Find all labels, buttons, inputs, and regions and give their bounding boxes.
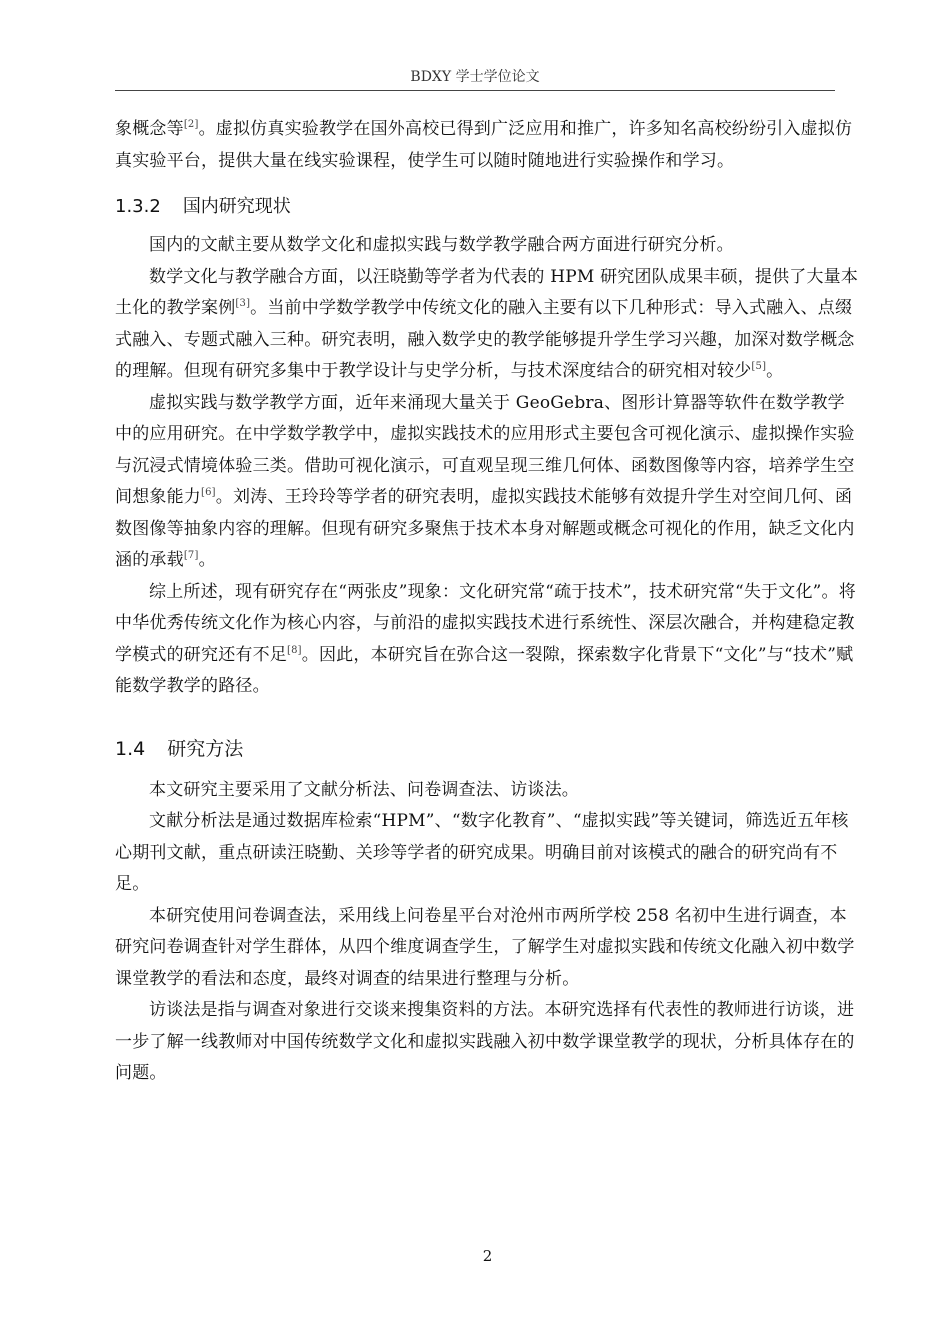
section-heading-1-4 (115, 733, 860, 765)
citation-ref: [6] (201, 487, 216, 498)
paragraph-text: 。 (766, 361, 784, 381)
paragraph-text: 访谈法是指与调查对象进行交谈来搜集资料的方法。本研究选择有代表性的教师进行访谈，进一步了解一线教师对中国传统数学文化和虚拟实践融入初中数学课堂教学的现状，分析具体存在的问题。 (115, 1000, 855, 1083)
paragraph-methods-overview (115, 775, 860, 807)
paragraph-text: 虚拟实践与数学教学方面，近年来涌现大量关于 GeoGebra、图形计算器等软件在数学教学中的应用研究。在中学数学教学中，虚拟实践技术的应用形式主要包含可视化演示、虚拟操作实验与沉浸式情境体验三类。借助可视化演示，可直观呈现三维几何体、函数图像等内容，培养学生空间想象能力 (115, 392, 855, 507)
citation-ref: [8] (287, 644, 302, 656)
paragraph-virtual-practice (115, 388, 860, 577)
citation-ref: [5] (751, 361, 767, 372)
header-rule (115, 90, 835, 91)
paragraph-text: 数学文化与教学融合方面，以汪晓勤等学者为代表的 HPM 研究团队成果丰硕，提供了大量本土化的教学案例 (115, 266, 859, 318)
paragraph-text: 本文研究主要采用了文献分析法、问卷调查法、访谈法。 (149, 779, 579, 800)
section-number: 1.4 (115, 737, 146, 760)
paragraph-text: 国内的文献主要从数学文化和虚拟实践与数学教学融合两方面进行研究分析。 (149, 235, 734, 255)
citation-ref: [7] (183, 550, 199, 561)
paragraph-text: 本研究使用问卷调查法，采用线上问卷星平台对沧州市两所学校 258 名初中生进行调查，本研究问卷调查针对学生群体，从四个维度调查学生，了解学生对虚拟实践和传统文化融入初中数学课堂教学的看法和态度，最终对调查的结果进行整理与分析。 (115, 905, 855, 989)
citation-ref: [2] (183, 119, 199, 130)
paragraph-text: 象概念等 (115, 119, 184, 139)
section-heading-1-3-2 (115, 192, 860, 222)
paragraph-foreign-research-end (115, 114, 860, 177)
page-body (115, 114, 860, 1090)
paragraph-text: 综上所述，现有研究存在“两张皮”现象：文化研究常“疏于技术”，技术研究常“失于文化”。将中华优秀传统文化作为核心内容，与前沿的虚拟实践技术进行系统性、深层次融合，并构建稳定教学模式的研究还有不足 (115, 581, 856, 665)
section-number: 1.3.2 (115, 196, 161, 217)
paragraph-text: 。刘涛、王玲玲等学者的研究表明，虚拟实践技术能够有效提升学生对空间几何、函数图像等抽象内容的理解。但现有研究多聚焦于技术本身对解题或概念可视化的作用，缺乏文化内涵的承载 (115, 487, 855, 570)
paragraph-survey-method (115, 901, 860, 996)
citation-ref: [3] (235, 298, 251, 309)
section-title: 国内研究现状 (182, 196, 291, 217)
paragraph-literature-method (115, 806, 860, 901)
paragraph-text: 。因此，本研究旨在弥合这一裂隙，探索数字化背景下“文化”与“技术”赋能数学教学的路径。 (115, 644, 854, 696)
running-header: BDXY 学士学位论文 (410, 69, 540, 85)
paragraph-text: 文献分析法是通过数据库检索“HPM”、“数字化教育”、“虚拟实践”等关键词，筛选近五年核心期刊文献，重点研读汪晓勤、关珍等学者的研究成果。明确目前对该模式的融合的研究尚有不足。 (115, 811, 849, 894)
paragraph-culture-teaching (115, 262, 860, 388)
paragraph-text: 。当前中学数学教学中传统文化的融入主要有以下几种形式：导入式融入、点缀式融入、专题式融入三种。研究表明，融入数学史的教学能够提升学生学习兴趣，加深对数学概念的理解。但现有研究多集中于教学设计与史学分析，与技术深度结合的研究相对较少 (115, 298, 855, 381)
paragraph-interview-method (115, 995, 860, 1090)
section-title: 研究方法 (167, 737, 244, 760)
paragraph-domestic-overview (115, 230, 860, 262)
page-number: 2 (482, 1247, 493, 1265)
paragraph-text: 。虚拟仿真实验教学在国外高校已得到广泛应用和推广，许多知名高校纷纷引入虚拟仿真实验平台，提供大量在线实验课程，使学生可以随时随地进行实验操作和学习。 (115, 119, 853, 171)
paragraph-text: 。 (198, 550, 216, 570)
paragraph-summary (115, 577, 860, 703)
